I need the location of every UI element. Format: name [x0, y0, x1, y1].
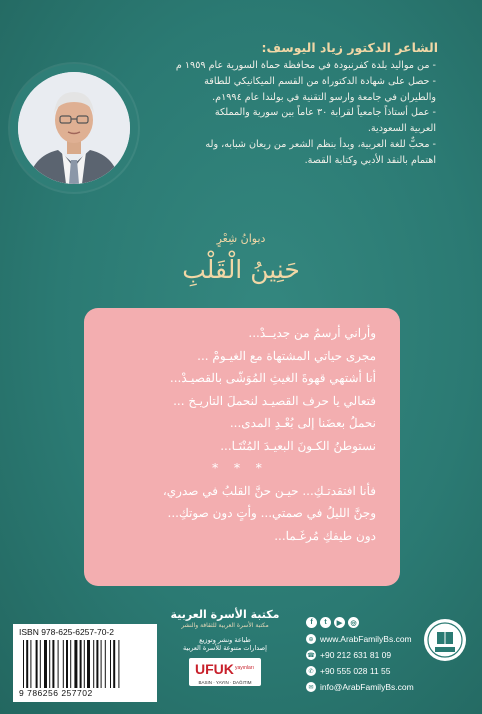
instagram-icon[interactable]: ◎: [348, 617, 359, 628]
publisher-description: إصدارات متنوعة للأسرة العربية: [183, 644, 267, 652]
barcode-number: 9 786256 257702: [19, 688, 93, 698]
phone-number[interactable]: +90 212 631 81 09: [320, 650, 392, 660]
social-icons: [306, 617, 359, 628]
isbn-number: ISBN 978-625-6257-70-2: [19, 627, 114, 637]
bio-line: - محبٌّ للغة العربية، وبدأ بنظم الشعر من ريعان شبابه، وله: [205, 138, 436, 150]
publisher-tagline: مكتبة الأسرة العربية للثقافة والنشر: [181, 622, 269, 629]
poem-line: وجنَّ الليلُ في صمتي... وأتٍ دون صوتكِ...: [167, 506, 376, 520]
poem-line: وأراني أرسمُ من جديــدْ...: [248, 326, 376, 340]
poem-separator: * * *: [212, 461, 268, 475]
globe-icon: ⊕: [306, 634, 316, 644]
bio-line: - حصل على شهادة الدكتوراة من القسم الميكانيكي للطاقة: [204, 75, 436, 87]
poem-line: نحملُ بعضَنا إلى بُعْـدِ المدى...: [229, 416, 376, 430]
barcode: [13, 624, 157, 702]
poem-line: أنا أشتهي قهوةَ الغيثِ المُوَشّى بالقصيـدْ...: [169, 371, 376, 385]
barcode-bars: [23, 640, 147, 688]
poem-box: [84, 308, 400, 586]
facebook-icon[interactable]: f: [306, 617, 317, 628]
author-bio-title: الشاعر الدكتور زياد اليوسف:: [261, 40, 438, 55]
phone-icon: ☎: [306, 650, 316, 660]
ufuk-name: UFUK: [195, 661, 234, 677]
author-portrait: [10, 64, 138, 192]
bio-line: والطيران في جامعة وارسو التقنية في بولندا عام ١٩٩٤م.: [212, 91, 436, 103]
author-bio: [168, 58, 436, 169]
phone-number[interactable]: +90 555 028 11 55: [320, 666, 391, 676]
publisher-name: مكتبة الأسرة العربية: [170, 608, 280, 621]
ufuk-line: BASIN · YAYIN · DAĞITIM: [198, 680, 252, 685]
poem-excerpt: [104, 322, 376, 547]
poem-line: مجرى حياتي المشتهاة مع الغيـومْ ...: [197, 348, 376, 363]
poem-line: فأنا افتقدتـكِ... حيـن حنَّ القلبُ في صدري،: [162, 483, 376, 498]
poem-line: نستوطنُ الكـونَ البعيـدَ المُنْتَـا...: [220, 438, 376, 453]
bio-line: - من مواليد بلدة كفرنبودة في محافظة حماة السورية عام ١٩٥٩ م: [175, 60, 436, 71]
youtube-icon[interactable]: ▶: [334, 617, 345, 628]
email-icon: ✉: [306, 682, 316, 692]
poem-line: دون طيفكِ مُرغَـما...: [274, 528, 376, 543]
book-title: حَنِينُ الْقَلْبِ: [182, 255, 300, 284]
poem-line: فتعالي يا حرف القصيـد لنحملَ التاريـخ ...: [173, 393, 376, 408]
website-link[interactable]: www.ArabFamilyBs.com: [320, 634, 412, 644]
twitter-icon[interactable]: t: [320, 617, 331, 628]
publisher-stamp: [422, 617, 468, 663]
bio-line: العربية السعودية.: [367, 123, 436, 135]
bio-line: اهتمام بالنقد الأدبي وكتابة القصة.: [304, 154, 436, 166]
book-kind: ديوانُ شِعْرٍ: [216, 232, 266, 245]
bio-line: - عمل أستاذاً جامعياً لقرابة ٣٠ عاماً بين سورية والمملكة: [214, 107, 436, 119]
email-link[interactable]: info@ArabFamilyBs.com: [320, 682, 414, 692]
whatsapp-icon: ✆: [306, 666, 316, 676]
ufuk-logo: [189, 658, 261, 686]
ufuk-sub: yayınları: [235, 665, 254, 671]
publisher-description: طباعة ونشر وتوزيع: [199, 636, 251, 644]
publisher-logo: [166, 596, 284, 704]
